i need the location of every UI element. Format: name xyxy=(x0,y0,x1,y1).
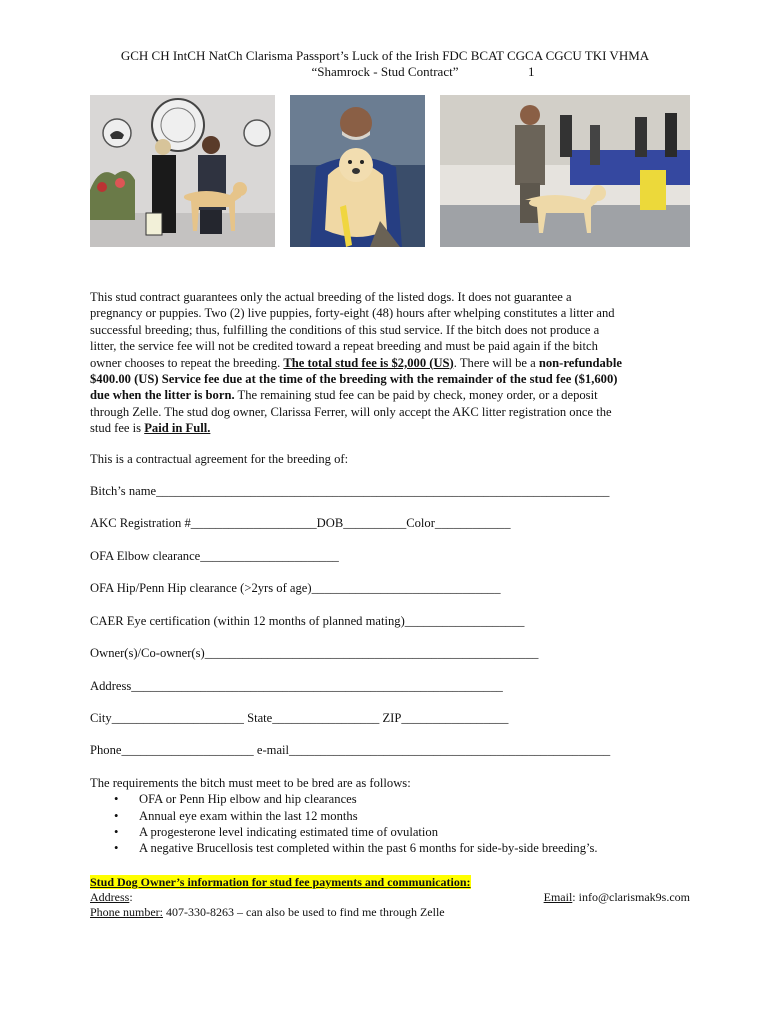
owner-field[interactable]: Owner(s)/Co-owner(s)_____________________________________________________ xyxy=(90,646,539,661)
document-title-line1: GCH CH IntCH NatCh Clarisma Passport’s Luck of the Irish FDC BCAT CGCA CGCU TKI VHMA xyxy=(120,48,650,63)
total-stud-fee: The total stud fee is $2,000 (US) xyxy=(283,355,454,370)
contract-line: litter, the service fee will not be credited toward a repeat breeding and must be paid again if the bitch xyxy=(90,339,598,354)
dog-owner-photo xyxy=(290,95,425,247)
document-title-line2 xyxy=(0,64,770,80)
owner-address-label: Address xyxy=(90,889,130,904)
owner-address-colon: : xyxy=(129,889,133,904)
owner-email-value[interactable]: : info@clarismak9s.com xyxy=(572,889,690,904)
contract-text: owner chooses to repeat the breeding. xyxy=(90,355,284,370)
photo-strip xyxy=(90,95,690,247)
page-number: 1 xyxy=(528,64,535,79)
document-header xyxy=(0,48,770,80)
owner-phone-row xyxy=(90,905,690,920)
contract-line xyxy=(90,420,690,436)
owner-email xyxy=(544,890,690,905)
requirements-intro: The requirements the bitch must meet to be bred are as follows: xyxy=(90,775,411,790)
non-refundable-label: non-refundable xyxy=(538,355,622,370)
requirements-list xyxy=(90,791,690,857)
document-subtitle: “Shamrock - Stud Contract” xyxy=(311,64,459,79)
list-item: • A progesterone level indicating estimated time of ovulation xyxy=(90,824,690,840)
owner-info-heading: Stud Dog Owner’s information for stud fee payments and communication: xyxy=(90,874,471,889)
contract-line xyxy=(90,387,690,403)
dog-show-photo xyxy=(90,95,275,247)
list-item: • OFA or Penn Hip elbow and hip clearances xyxy=(90,791,690,807)
document-body xyxy=(90,289,690,920)
owner-email-label: Email xyxy=(543,889,573,904)
caer-eye-field[interactable]: CAER Eye certification (within 12 months of planned mating)___________________ xyxy=(90,613,525,628)
ofa-elbow-field[interactable]: OFA Elbow clearance______________________ xyxy=(90,548,339,563)
contract-line xyxy=(90,355,690,371)
contract-text: The remaining stud fee can be paid by check, money order, or a deposit xyxy=(234,388,598,403)
owner-address-row xyxy=(90,890,690,905)
agreement-intro: This is a contractual agreement for the breeding of: xyxy=(90,451,349,466)
dog-show-ring-photo xyxy=(440,95,690,247)
bitch-name-field[interactable]: Bitch’s name________________________________________________________________________ xyxy=(90,484,610,499)
contract-line: successful breeding; thus, fulfilling the conditions of this stud service. If the bitch does not produce a xyxy=(90,322,600,337)
show-ring-photo xyxy=(440,95,690,247)
address-field[interactable]: Address___________________________________________________________ xyxy=(90,678,503,693)
contract-line: through Zelle. The stud dog owner, Clarissa Ferrer, will only accept the AKC litter registration once the xyxy=(90,404,612,419)
owner-phone-value: 407-330-8263 – can also be used to find me through Zelle xyxy=(163,904,445,919)
service-fee-line: $400.00 (US) Service fee due at the time of the breeding with the remainder of the stud fee ($1,600) xyxy=(90,372,618,387)
list-item: • A negative Brucellosis test completed within the past 6 months for side-by-side breeding’s. xyxy=(90,840,690,856)
contract-text: . There will be a xyxy=(453,355,539,370)
phone-email-field[interactable]: Phone_____________________ e-mail___________________________________________________ xyxy=(90,743,611,758)
contract-line: pregnancy or puppies. Two (2) live puppies, forty-eight (48) hours after whelping constitutes a litter and xyxy=(90,306,615,321)
due-at-litter-text: due when the litter is born. xyxy=(90,388,235,403)
paid-in-full-text: Paid in Full. xyxy=(144,421,211,436)
contract-text: stud fee is xyxy=(90,421,145,436)
ofa-hip-field[interactable]: OFA Hip/Penn Hip clearance (>2yrs of age)______________________________ xyxy=(90,581,501,596)
akc-registration-field[interactable]: AKC Registration #____________________DOB__________Color____________ xyxy=(90,516,511,531)
owner-phone-label: Phone number: xyxy=(90,904,163,919)
contract-terms-paragraph xyxy=(90,289,690,437)
owner-with-puppy-photo xyxy=(290,95,425,247)
owner-info-section xyxy=(90,875,690,920)
city-state-zip-field[interactable]: City_____________________ State_________________ ZIP_________________ xyxy=(90,710,509,725)
list-item: • Annual eye exam within the last 12 months xyxy=(90,808,690,824)
show-photo-left xyxy=(90,95,275,247)
contract-line: This stud contract guarantees only the actual breeding of the listed dogs. It does not guarantee a xyxy=(90,290,572,304)
